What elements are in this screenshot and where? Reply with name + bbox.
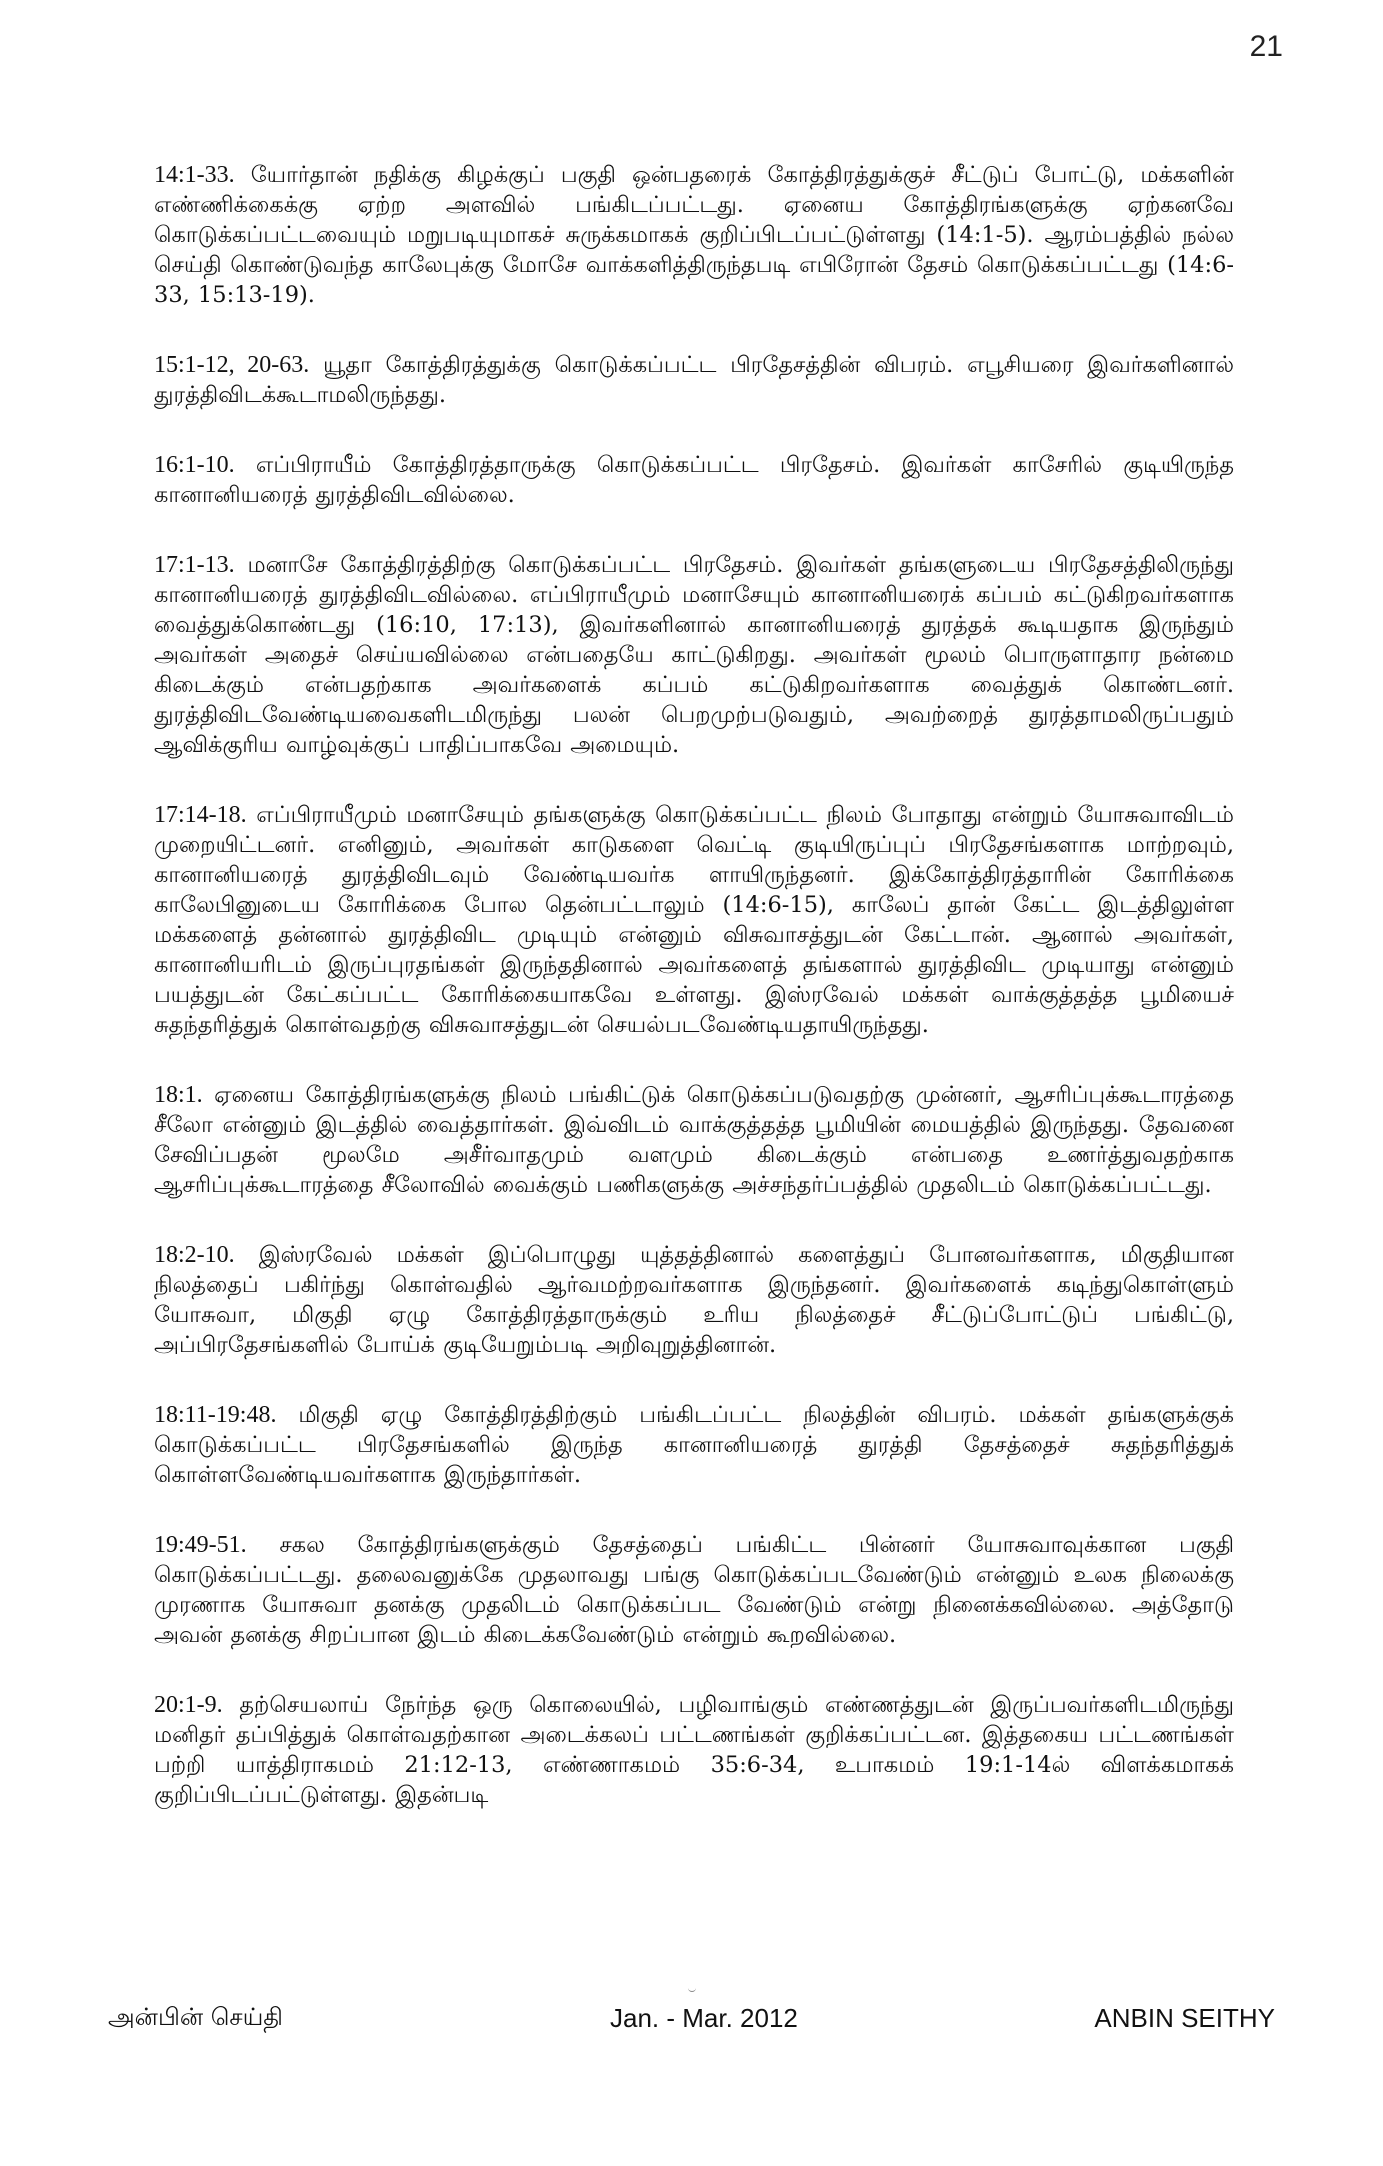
paragraph-text: தற்செயலாய் நேர்ந்த ஒரு கொலையில், பழிவாங்கும் எண்ணத்துடன் இருப்பவர்களிடமிருந்து மனிதர் தப்பித்துக் கொள்வதற்கான அடைக்கலப் பட்டணங்கள் குறிக்கப்பட்டன. இத்தகைய பட்டணங்கள் பற்றி யாத்திராகமம் 21:12-13, எண்ணாகமம் 35:6-34, உபாகமம் 19:1-14ல் விளக்கமாகக் குறிப்பிடப்பட்டுள்ளது. இதன்படி [154,1692,1234,1808]
page-footer [0,2003,1383,2043]
paragraph [154,350,1234,410]
paragraph [154,1080,1234,1200]
paragraph [154,800,1234,1040]
verse-reference: 17:1-13. [154,552,235,578]
paragraph-text: ஏனைய கோத்திரங்களுக்கு நிலம் பங்கிட்டுக் கொடுக்கப்படுவதற்கு முன்னர், ஆசரிப்புக்கூடாரத்தை சீலோ என்னும் இடத்தில் வைத்தார்கள். இவ்விடம் வாக்குத்தத்த பூமியின் மையத்தில் இருந்தது. தேவனை சேவிப்பதன் மூலமே அசீர்வாதமும் வளமும் கிடைக்கும் என்பதை உணர்த்துவதற்காக ஆசரிப்புக்கூடாரத்தை சீலோவில் வைக்கும் பணிகளுக்கு அச்சந்தர்ப்பத்தில் முதலிடம் கொடுக்கப்பட்டது. [154,1082,1235,1198]
paragraph-text: எப்பிராயீம் கோத்திரத்தாருக்கு கொடுக்கப்பட்ட பிரதேசம். இவர்கள் காசேரில் குடியிருந்த கானானியரைத் துரத்திவிடவில்லை. [154,452,1235,508]
paragraph-text: யூதா கோத்திரத்துக்கு கொடுக்கப்பட்ட பிரதேசத்தின் விபரம். எபூசியரை இவர்களினால் துரத்திவிடக்கூடாமலிருந்தது. [154,352,1234,408]
footer-issue-date: Jan. - Mar. 2012 [610,2003,798,2033]
paragraph [154,550,1234,760]
paragraph [154,450,1234,510]
verse-reference: 14:1-33. [154,162,235,188]
paragraph-text: இஸ்ரவேல் மக்கள் இப்பொழுது யுத்தத்தினால் களைத்துப் போனவர்களாக, மிகுதியான நிலத்தைப் பகிர்ந்து கொள்வதில் ஆர்வமற்றவர்களாக இருந்தனர். இவர்களைக் கடிந்துகொள்ளும் யோசுவா, மிகுதி ஏழு கோத்திரத்தாருக்கும் உரிய நிலத்தைச் சீட்டுப்போட்டுப் பங்கிட்டு, அப்பிரதேசங்களில் போய்க் குடியேறும்படி அறிவுறுத்தினான். [154,1242,1235,1358]
article-body [154,160,1234,1850]
verse-reference: 19:49-51. [154,1532,247,1558]
paragraph-text: யோர்தான் நதிக்கு கிழக்குப் பகுதி ஒன்பதரைக் கோத்திரத்துக்குச் சீட்டுப் போட்டு, மக்களின் எண்ணிக்கைக்கு ஏற்ற அளவில் பங்கிடப்பட்டது. ஏனைய கோத்திரங்களுக்கு ஏற்கனவே கொடுக்கப்பட்டவையும் மறுபடியுமாகச் சுருக்கமாகக் குறிப்பிடப்பட்டுள்ளது (14:1-5). ஆரம்பத்தில் நல்ல செய்தி கொண்டுவந்த காலேபுக்கு மோசே வாக்களித்திருந்தபடி எபிரோன் தேசம் கொடுக்கப்பட்டது (14:6-33, 15:13-19). [154,162,1234,308]
paragraph [154,1690,1234,1810]
verse-reference: 20:1-9. [154,1692,223,1718]
paragraph-text: சகல கோத்திரங்களுக்கும் தேசத்தைப் பங்கிட்ட பின்னர் யோசுவாவுக்கான பகுதி கொடுக்கப்பட்டது. தலைவனுக்கே முதலாவது பங்கு கொடுக்கப்படவேண்டும் என்னும் உலக நிலைக்கு முரணாக யோசுவா தனக்கு முதலிடம் கொடுக்கப்பட வேண்டும் என்று நினைக்கவில்லை. அத்தோடு அவன் தனக்கு சிறப்பான இடம் கிடைக்கவேண்டும் என்றும் கூறவில்லை. [154,1532,1234,1648]
paragraph-text: மனாசே கோத்திரத்திற்கு கொடுக்கப்பட்ட பிரதேசம். இவர்கள் தங்களுடைய பிரதேசத்திலிருந்து கானானியரைத் துரத்திவிடவில்லை. எப்பிராயீமும் மனாசேயும் கானானியரைக் கப்பம் கட்டுகிறவர்களாக வைத்துக்கொண்டது (16:10, 17:13), இவர்களினால் கானானியரைத் துரத்தக் கூடியதாக இருந்தும் அவர்கள் அதைச் செய்யவில்லை என்பதையே காட்டுகிறது. அவர்கள் மூலம் பொருளாதார நன்மை கிடைக்கும் என்பதற்காக அவர்களைக் கப்பம் கட்டுகிறவர்களாக வைத்துக் கொண்டனர். துரத்திவிடவேண்டியவைகளிடமிருந்து பலன் பெறமுற்படுவதும், அவற்றைத் துரத்தாமலிருப்பதும் ஆவிக்குரிய வாழ்வுக்குப் பாதிப்பாகவே அமையும். [154,552,1235,758]
paragraph [154,1400,1234,1490]
verse-reference: 18:11-19:48. [154,1402,277,1428]
paragraph [154,160,1234,310]
footer-magazine-title-english: ANBIN SEITHY [1094,2003,1275,2033]
verse-reference: 15:1-12, 20-63. [154,352,310,378]
paragraph-text: மிகுதி ஏழு கோத்திரத்திற்கும் பங்கிடப்பட்ட நிலத்தின் விபரம். மக்கள் தங்களுக்குக் கொடுக்கப்பட்ட பிரதேசங்களில் இருந்த கானானியரைத் துரத்தி தேசத்தைச் சுதந்தரித்துக் கொள்ளவேண்டியவர்களாக இருந்தார்கள். [154,1402,1235,1488]
paragraph [154,1240,1234,1360]
verse-reference: 18:2-10. [154,1242,235,1268]
verse-reference: 16:1-10. [154,452,235,478]
footer-magazine-title-tamil: அன்பின் செய்தி [108,2003,283,2031]
paragraph [154,1530,1234,1650]
page-number: 21 [1249,30,1283,63]
verse-reference: 17:14-18. [154,802,247,828]
paragraph-text: எப்பிராயீமும் மனாசேயும் தங்களுக்கு கொடுக்கப்பட்ட நிலம் போதாது என்றும் யோசுவாவிடம் முறையிட்டனர். எனினும், அவர்கள் காடுகளை வெட்டி குடியிருப்புப் பிரதேசங்களாக மாற்றவும், கானானியரைத் துரத்திவிடவும் வேண்டியவர்க ளாயிருந்தனர். இக்கோத்திரத்தாரின் கோரிக்கை காலேபினுடைய கோரிக்கை போல தென்பட்டாலும் (14:6-15), காலேப் தான் கேட்ட இடத்திலுள்ள மக்களைத் தன்னால் துரத்திவிட முடியும் என்னும் விசுவாசத்துடன் கேட்டான். ஆனால் அவர்கள், கானானியரிடம் இருப்புரதங்கள் இருந்ததினால் அவர்களைத் தங்களால் துரத்திவிட முடியாது என்னும் பயத்துடன் கேட்கப்பட்ட கோரிக்கையாகவே உள்ளது. இஸ்ரவேல் மக்கள் வாக்குத்தத்த பூமியைச் சுதந்தரித்துக் கொள்வதற்கு விசுவாசத்துடன் செயல்படவேண்டியதாயிருந்தது. [154,802,1234,1038]
verse-reference: 18:1. [154,1082,203,1108]
footer-ornament [688,1987,696,1992]
